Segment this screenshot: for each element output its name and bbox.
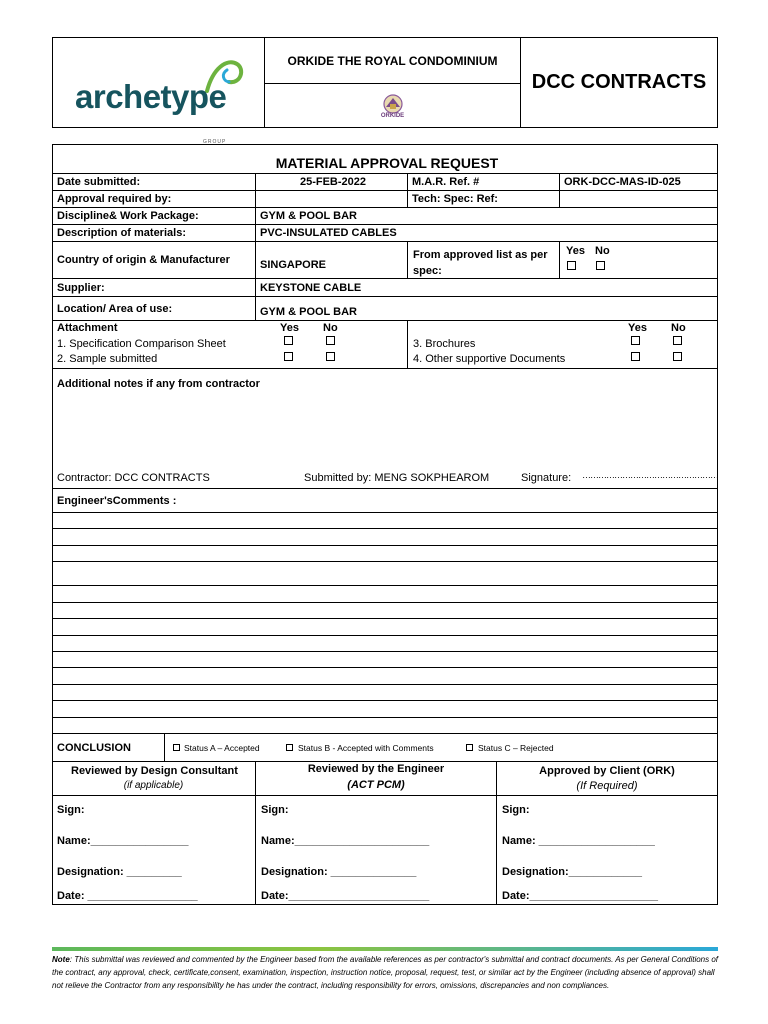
comment-line[interactable]: [53, 546, 717, 562]
signature-label: Signature:: [521, 472, 572, 484]
sample-no-checkbox[interactable]: [326, 352, 335, 361]
status-a-checkbox[interactable]: [173, 744, 180, 751]
date-submitted-value[interactable]: 25-FEB-2022: [299, 176, 367, 188]
client-date[interactable]: Date:_____________________: [502, 890, 658, 902]
attachment-other-docs: 4. Other supportive Documents: [413, 353, 566, 365]
discipline-value[interactable]: GYM & POOL BAR: [260, 210, 357, 222]
signature-line[interactable]: ……………………………………………: [582, 470, 718, 480]
discipline-label: Discipline& Work Package:: [57, 210, 199, 222]
note-text: : This submittal was reviewed and commented by the Engineer based from the available references as per contractor's submittal and contract documents. As per General Conditions of the contract, any approval, check, certificate,consent, examination, inspection, instruction notice, proposal, request, test, or similar act by the Engineer (including absence of approval) shall not relieve the Contractor from any responsibility he has under the contract, including responsibility for errors, omissions, discrepancies and non compliances.: [52, 955, 719, 990]
comment-line[interactable]: [53, 668, 717, 685]
attachment-sample: 2. Sample submitted: [57, 353, 158, 365]
other-docs-no-checkbox[interactable]: [673, 352, 682, 361]
discipline-row: [53, 208, 717, 225]
other-docs-yes-checkbox[interactable]: [631, 352, 640, 361]
engineer-sign[interactable]: Sign:: [261, 804, 289, 816]
description-value[interactable]: PVC-INSULATED CABLES: [260, 227, 397, 239]
brochures-yes-checkbox[interactable]: [631, 336, 640, 345]
attachment-label: Attachment: [57, 322, 118, 334]
spec-sheet-yes-checkbox[interactable]: [284, 336, 293, 345]
footer-divider: [52, 947, 718, 951]
archetype-logo: [53, 38, 265, 145]
logo-subtext: GROUP: [203, 139, 227, 145]
attachment-no-label-2: No: [671, 322, 686, 334]
orkide-emblem-icon: [378, 93, 408, 115]
engineer-comments-row: [53, 489, 717, 513]
comment-line[interactable]: [53, 513, 717, 529]
design-name[interactable]: Name:________________: [57, 835, 189, 847]
submitted-by: Submitted by: MENG SOKPHEAROM: [304, 472, 490, 484]
conclusion-row: [53, 734, 717, 762]
location-row: [53, 297, 717, 321]
logo-text: archetype: [75, 78, 227, 115]
sample-yes-checkbox[interactable]: [284, 352, 293, 361]
additional-notes-row: [53, 369, 717, 489]
approved-list-yes-label: Yes: [566, 245, 585, 257]
contractor-name: Contractor: DCC CONTRACTS: [57, 472, 210, 484]
comment-line[interactable]: [53, 562, 717, 586]
attachment-brochures: 3. Brochures: [413, 338, 476, 350]
supplier-value[interactable]: KEYSTONE CABLE: [260, 281, 362, 294]
comment-line[interactable]: [53, 701, 717, 718]
spec-sheet-no-checkbox[interactable]: [326, 336, 335, 345]
brochures-no-checkbox[interactable]: [673, 336, 682, 345]
attachment-yes-label-2: Yes: [628, 322, 647, 334]
mar-ref-label: M.A.R. Ref. #: [412, 176, 480, 188]
note-label: Note: [52, 955, 70, 964]
comment-line[interactable]: [53, 652, 717, 668]
approved-list-yes-checkbox[interactable]: [567, 261, 576, 270]
orkide-logo-label: ORKIDE: [380, 112, 405, 119]
comment-line[interactable]: [53, 619, 717, 636]
engineer-designation[interactable]: Designation: ______________: [261, 866, 417, 878]
contractor-title: DCC CONTRACTS: [531, 71, 707, 93]
design-sign[interactable]: Sign:: [57, 804, 85, 816]
supplier-row: [53, 279, 717, 297]
status-b-checkbox[interactable]: [286, 744, 293, 751]
review-header-row: [53, 762, 717, 796]
comment-line[interactable]: [53, 685, 717, 701]
client-name[interactable]: Name: ___________________: [502, 835, 655, 847]
comment-line[interactable]: [53, 718, 717, 734]
country-label: Country of origin & Manufacturer: [57, 254, 230, 266]
footer-note: [52, 953, 720, 992]
status-c-checkbox[interactable]: [466, 744, 473, 751]
rev-engineer-sub: (ACT PCM): [347, 779, 405, 791]
client-designation[interactable]: Designation:____________: [502, 866, 643, 878]
attachment-no-label: No: [323, 322, 338, 334]
location-label: Location/ Area of use:: [57, 302, 173, 315]
status-a-label: Status A – Accepted: [184, 743, 260, 753]
form-title: MATERIAL APPROVAL REQUEST: [275, 155, 499, 171]
description-label: Description of materials:: [57, 227, 186, 239]
approved-list-no-label: No: [595, 245, 610, 257]
mar-ref-value[interactable]: ORK-DCC-MAS-ID-025: [564, 176, 681, 188]
approved-list-label: From approved list as per spec:: [413, 249, 548, 277]
engineer-date[interactable]: Date:_______________________: [261, 890, 430, 902]
attachment-yes-label: Yes: [280, 322, 299, 334]
rev-design-title: Reviewed by Design Consultant: [71, 765, 238, 777]
location-value[interactable]: GYM & POOL BAR: [260, 305, 357, 318]
approved-client-sub: (If Required): [576, 780, 638, 792]
design-date[interactable]: Date: __________________: [57, 890, 198, 902]
comment-line[interactable]: [53, 529, 717, 546]
material-approval-form: [52, 144, 718, 905]
approved-client-title: Approved by Client (ORK): [539, 765, 675, 777]
approval-required-label: Approval required by:: [57, 193, 172, 205]
orkide-logo: [265, 84, 520, 127]
engineer-comments-label[interactable]: Engineer'sComments :: [57, 495, 177, 507]
project-name: ORKIDE THE ROYAL CONDOMINIUM: [265, 38, 520, 84]
date-submitted-label: Date submitted:: [57, 176, 141, 188]
conclusion-label: CONCLUSION: [57, 741, 131, 754]
form-title-row: [53, 145, 717, 174]
description-row: [53, 225, 717, 242]
design-designation[interactable]: Designation: _________: [57, 866, 182, 878]
client-sign[interactable]: Sign:: [502, 804, 530, 816]
approved-list-no-checkbox[interactable]: [596, 261, 605, 270]
supplier-label: Supplier:: [57, 281, 105, 294]
attachment-spec-sheet: 1. Specification Comparison Sheet: [57, 338, 226, 350]
status-b-label: Status B - Accepted with Comments: [298, 743, 434, 753]
date-row: [53, 174, 717, 191]
country-value[interactable]: SINGAPORE: [260, 259, 327, 271]
rev-engineer-title: Reviewed by the Engineer: [307, 763, 445, 775]
attachment-row: [53, 321, 717, 369]
status-c-label: Status C – Rejected: [478, 743, 554, 753]
country-row: [53, 242, 717, 279]
rev-design-sub: (if applicable): [123, 780, 184, 791]
tech-spec-label: Tech: Spec: Ref:: [412, 193, 498, 205]
additional-notes-label: Additional notes if any from contractor: [57, 378, 260, 390]
document-header: [52, 37, 718, 145]
approval-row: [53, 191, 717, 208]
engineer-name[interactable]: Name:______________________: [261, 835, 430, 847]
comment-line[interactable]: [53, 636, 717, 652]
signatures-row: [53, 796, 717, 905]
comment-line[interactable]: [53, 586, 717, 603]
comment-line[interactable]: [53, 603, 717, 619]
